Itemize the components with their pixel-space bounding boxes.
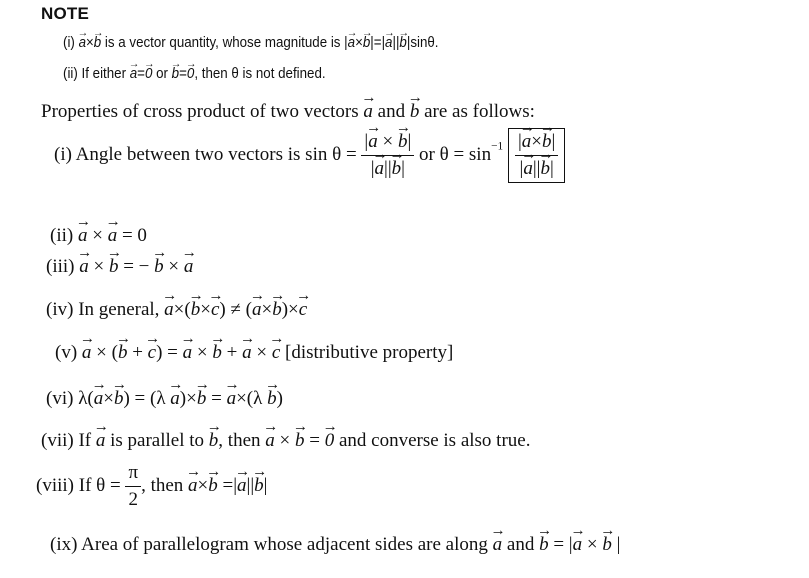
property-6: (vi) λ(→ a×→ b) = (λ → a)×→ b = → a×(λ → b) [46, 388, 283, 410]
section-intro-a: Properties of cross product of two vectors [41, 101, 359, 122]
property-5-tag: [distributive property] [285, 342, 454, 363]
property-4: (iv) In general, → a×(→ b×→ c) ≠ (→ a×→ b)×→ c [46, 299, 307, 321]
property-1 [54, 128, 565, 183]
note-item-2-text-c: , then θ is not defined. [194, 66, 326, 82]
note-item-1-text-end: sinθ. [410, 35, 439, 51]
property-5-label: (v) [55, 342, 78, 363]
property-8-text-a: If θ = [78, 474, 121, 496]
property-7-text-b: is parallel to [110, 430, 205, 451]
property-9-text-a: Area of parallelogram whose adjacent sides are along [81, 534, 488, 555]
property-1-or: or [419, 143, 435, 165]
pi-over-two: $\frac{\pi}{2}$ [125, 462, 141, 511]
angle-fraction: $\frac{|\to a \times \to b|}{|\to a||\to b|}$ [361, 131, 414, 180]
note-item-2: (ii) If either → a=→ 0 or → b=→ 0, then θ is not defined. [63, 66, 326, 82]
property-8-text-b: , then [141, 474, 184, 496]
property-4-text: In general, [78, 299, 160, 320]
property-1-label: (i) [54, 143, 72, 165]
note-item-1-label: (i) [63, 35, 75, 51]
note-item-1: (i) → a×→ b is a vector quantity, whose magnitude is |→ a×→ b|=|→ a||→ b|sinθ. [63, 35, 439, 51]
property-7-text-a: If [78, 430, 92, 451]
property-6-label: (vi) [46, 388, 74, 409]
property-2: (ii) → a × → a = 0 [50, 225, 147, 247]
property-7-text-c: , then [218, 430, 261, 451]
property-7: (vii) If → a is parallel to → b, then → a × → b = → 0 and converse is also true. [41, 430, 530, 452]
inverse-bracket: $\frac{|\to a\times\to b|}{|\to a||\to b|}$ [508, 128, 565, 183]
property-1-sin: sin θ = [305, 143, 357, 165]
property-9-label: (ix) [50, 534, 78, 555]
section-intro: Properties of cross product of two vectors → a and → b are as follows: [41, 101, 535, 123]
property-2-label: (ii) [50, 225, 74, 246]
note-item-1-text: is a vector quantity, whose magnitude is [104, 35, 341, 51]
property-5: (v) → a × (→ b + → c) = → a × → b + → a × → c [distributive property] [55, 342, 453, 364]
section-intro-c: are as follows: [424, 101, 535, 122]
property-3-label: (iii) [46, 256, 75, 277]
property-9-text-b: and [506, 534, 535, 555]
property-8-label: (viii) [36, 474, 74, 496]
property-1-text: Angle between two vectors is [75, 143, 301, 165]
property-8: (viii) If θ = $\frac{\pi}{2}$ , then → a×→ b =|→ a||→ b| [36, 462, 267, 511]
note-item-2-text-b: or [156, 66, 168, 82]
property-7-label: (vii) [41, 430, 74, 451]
property-9: (ix) Area of parallelogram whose adjacent sides are along → a and → b = |→ a × → b | [50, 534, 620, 556]
note-item-2-text-a: If either [81, 66, 127, 82]
section-intro-b: and [377, 101, 406, 122]
property-4-label: (iv) [46, 299, 74, 320]
property-1-inverse: −1 [491, 140, 504, 153]
property-3: (iii) → a × → b = − → b × → a [46, 256, 193, 278]
note-heading: NOTE [41, 4, 90, 23]
property-7-text-d: and converse is also true. [338, 430, 531, 451]
note-item-2-label: (ii) [63, 66, 78, 82]
property-1-theta: θ = sin [439, 143, 492, 165]
